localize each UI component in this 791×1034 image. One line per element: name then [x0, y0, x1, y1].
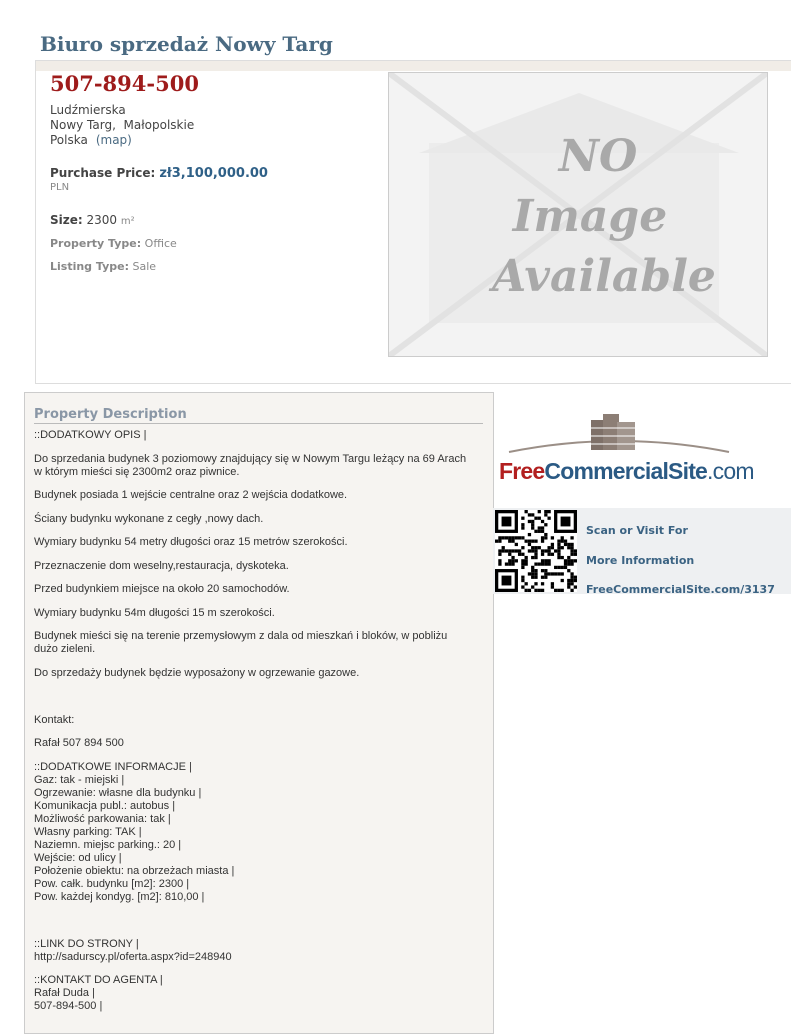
building-logo-icon [499, 412, 739, 462]
description-divider [34, 423, 483, 424]
description-paragraph: Przeznaczenie dom weselny,restauracja, dyskoteka. [34, 559, 289, 572]
qr-line-scan: Scan or Visit For [586, 524, 688, 537]
price-value: zł3,100,000.00 [159, 166, 268, 181]
property-type-value: Office [144, 237, 177, 250]
no-image-text-2: Image [512, 191, 668, 242]
address-street: Ludźmierska [50, 103, 126, 117]
description-paragraph: Do sprzedaży budynek będzie wyposażony w ogrzewanie gazowe. [34, 666, 360, 679]
price-currency: PLN [50, 182, 70, 193]
listing-phone: 507-894-500 [50, 71, 199, 96]
description-paragraph: Ściany budynku wykonane z cegły ,nowy dach. [34, 512, 264, 525]
no-image-placeholder [388, 72, 768, 357]
property-size [50, 213, 135, 227]
brand-free: Free [499, 458, 545, 484]
price-label: Purchase Price: [50, 166, 156, 180]
description-paragraph: ::DODATKOWE INFORMACJE | Gaz: tak - miejski | Ogrzewanie: własne dla budynku | Komunikacja publ.: autobus | Możliwość parkowania: tak | Własny parking: TAK | Naziemn. miejsc parking.: 20 | Wejście: od ulicy | Położenie obiektu: na obrzeżach miasta | Pow. całk. budynku [m2]: 2300 | Pow. każdej kondyg. [m2]: 810,00 | [34, 760, 235, 903]
size-label: Size: [50, 213, 83, 227]
summary-band [36, 61, 791, 71]
description-paragraph: Przed budynkiem miejsce na około 20 samochodów. [34, 583, 290, 595]
size-value: 2300 [86, 213, 118, 227]
description-paragraph: Do sprzedania budynek 3 poziomowy znajdujący się w Nowym Targu leżący na 69 Arach w którym mieści się 2300m2 oraz piwnice. [34, 452, 467, 478]
brand-commercialsite: CommercialSite [544, 458, 708, 484]
page-title: Biuro sprzedaż Nowy Targ [40, 32, 333, 56]
listing-type-value: Sale [132, 260, 157, 273]
size-unit: m² [120, 216, 135, 227]
qr-text [586, 524, 775, 594]
listing-address [50, 103, 194, 148]
no-image-text-3: Available [492, 251, 716, 302]
qr-panel [493, 508, 791, 594]
description-paragraph [34, 914, 474, 927]
description-paragraph [34, 690, 474, 703]
description-body [34, 429, 474, 1024]
listing-type-label: Listing Type: [50, 260, 129, 273]
description-paragraph: Wymiary budynku 54 metry długości oraz 15 metrów szerokości. [34, 536, 348, 548]
purchase-price [50, 166, 268, 181]
property-type [50, 237, 177, 250]
address-city: Nowy Targ, Małopolskie [50, 118, 195, 132]
property-type-label: Property Type: [50, 237, 142, 250]
description-paragraph: Kontakt: [34, 713, 75, 726]
description-paragraph: Rafał 507 894 500 [34, 737, 124, 749]
description-paragraph: Budynek mieści się na terenie przemysłowym z dala od mieszkań i bloków, w pobliżu dużo zieleni. [34, 630, 448, 655]
description-paragraph: ::DODATKOWY OPIS | [34, 429, 147, 441]
qr-line-info: More Information [586, 553, 695, 567]
qr-code-icon[interactable] [495, 510, 577, 592]
property-description [24, 392, 494, 1034]
description-paragraph: Budynek posiada 1 wejście centralne oraz 2 wejścia dodatkowe. [34, 489, 348, 501]
listing-type [50, 260, 156, 273]
brand-com: .com [707, 458, 754, 484]
brand-wordmark[interactable] [499, 458, 754, 485]
qr-line-url[interactable]: FreeCommercialSite.com/3137 [586, 583, 775, 594]
description-paragraph: Wymiary budynku 54m długości 15 m szerokości. [34, 606, 275, 619]
description-paragraph: ::LINK DO STRONY | http://sadurscy.pl/oferta.aspx?id=248940 [34, 937, 232, 963]
description-heading: Property Description [34, 407, 187, 422]
map-link[interactable]: (map) [95, 133, 132, 147]
description-paragraph: ::KONTAKT DO AGENTA | Rafał Duda | 507-894-500 | [34, 974, 163, 1012]
address-country: Polska [50, 133, 88, 147]
no-image-text-1: NO [558, 131, 638, 182]
listing-summary [35, 60, 791, 384]
